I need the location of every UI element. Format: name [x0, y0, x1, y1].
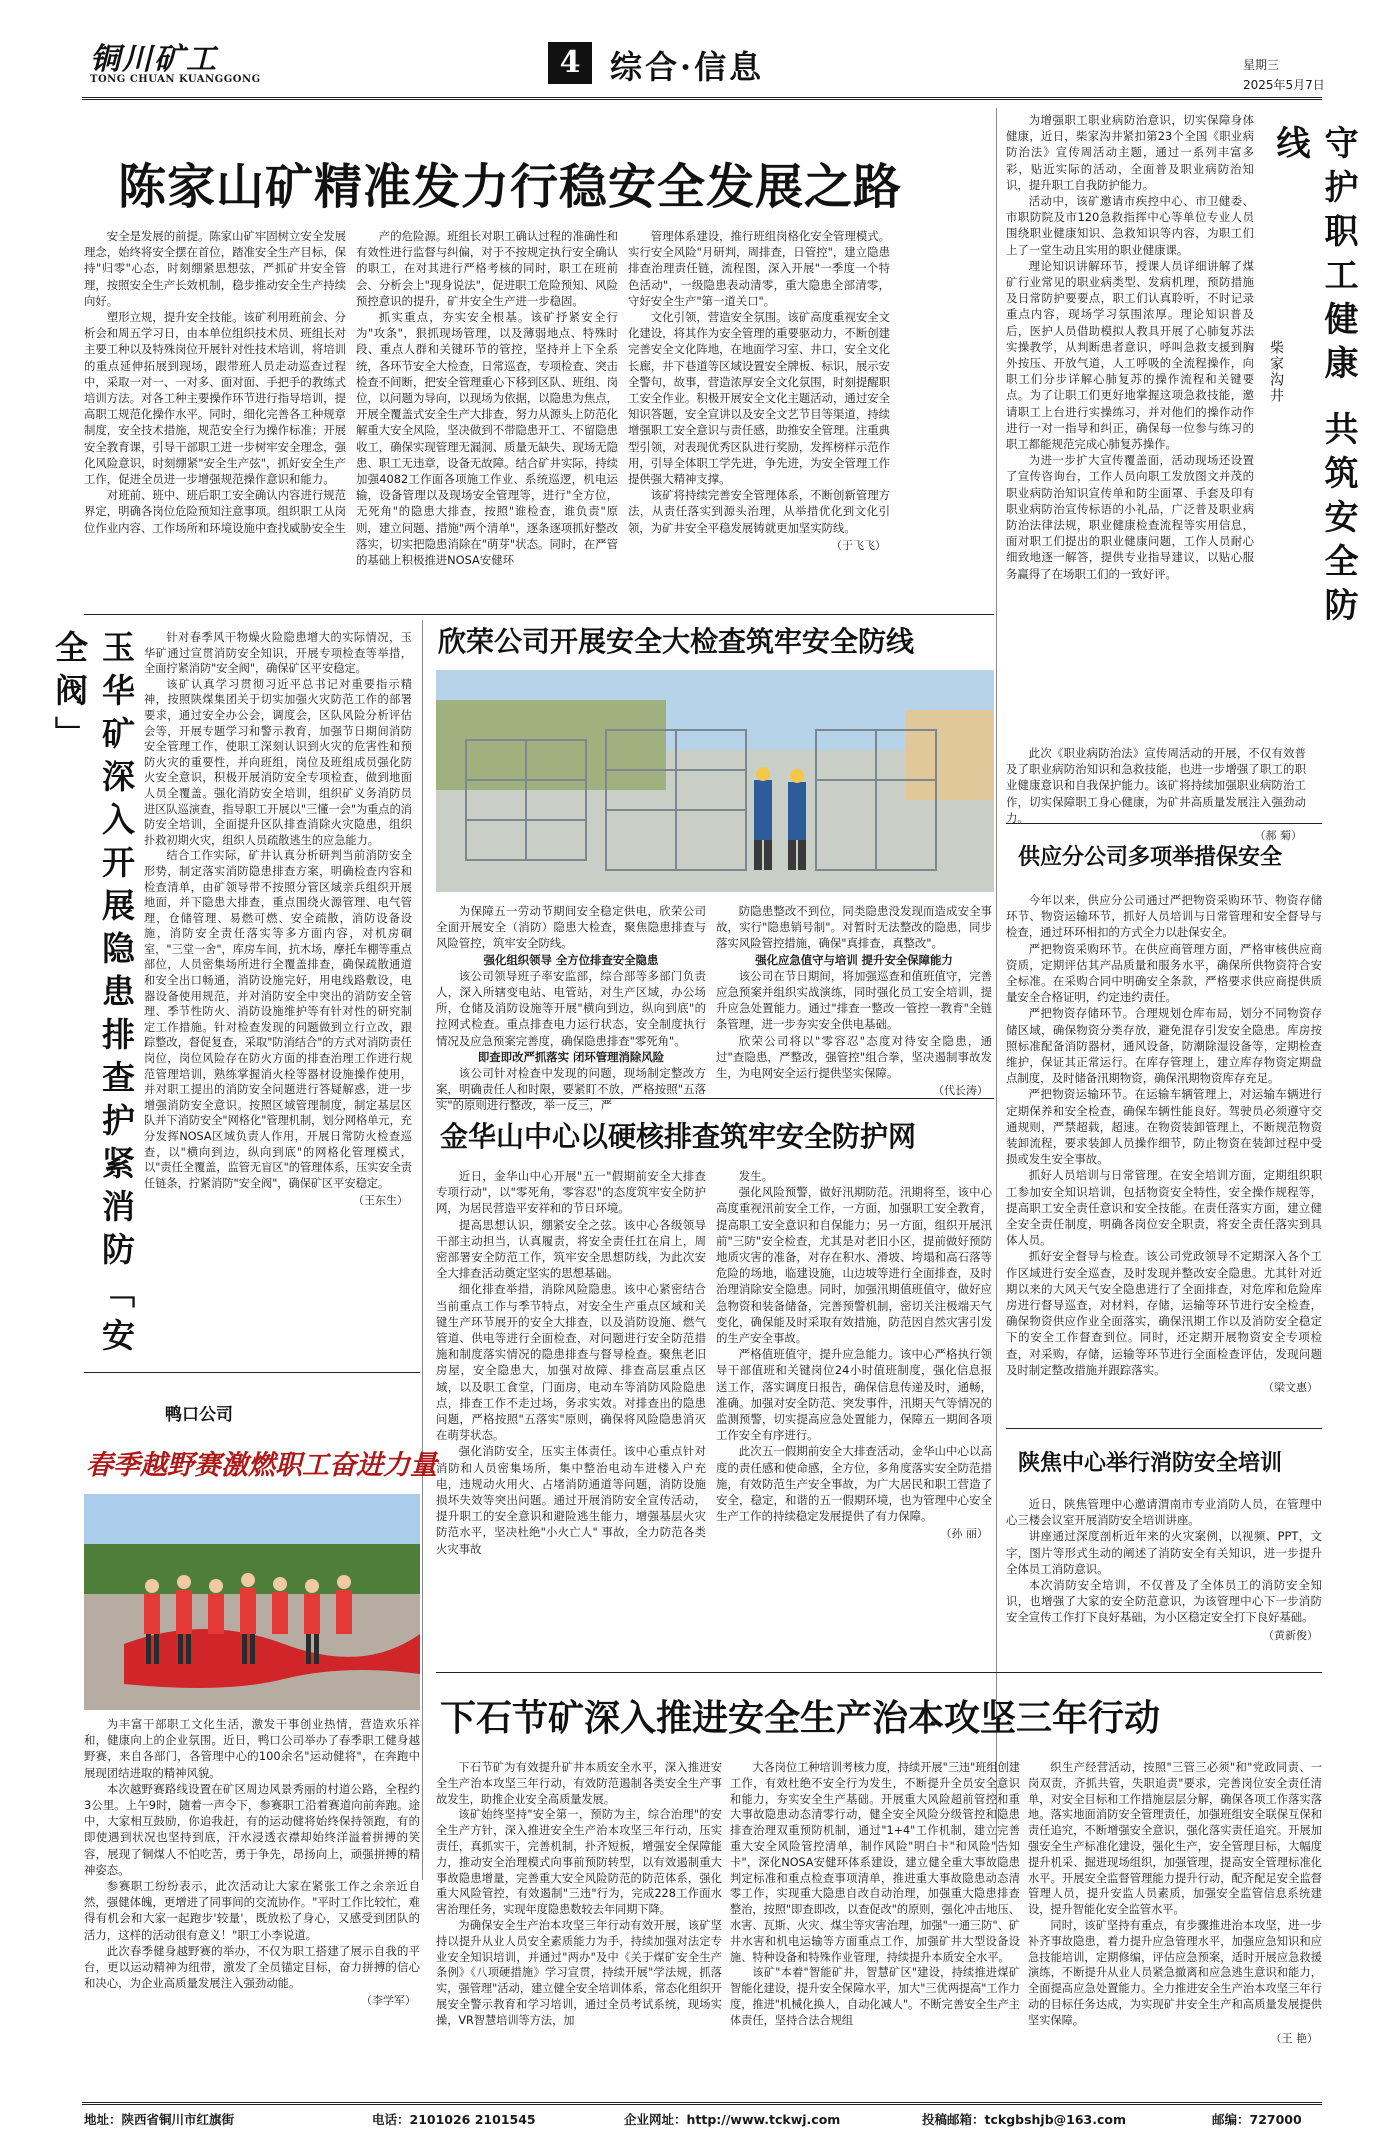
article-5-col-2: [716, 1168, 992, 1543]
paragraph: 该矿始终坚持"安全第一，预防为主，综合治理"的安全生产方针，深入推进安全生产治本攻坚三年行动，压实责任，真抓实干，完善机制，扑齐短板，增强安全保障能力，推动安全治理模式向事前预防转型，以有效遏制重大事故隐患增量，完善重大安全风险防范的防范体系，强化重大风险管控，有效遏制"三违"行为，完成228工作面水害治理任务，实现年度隐患数较去年同期下降。: [436, 1808, 722, 1917]
paragraph: 结合工作实际，矿井认真分析研判当前消防安全形势，制定落实消防隐患排查方案，明确检查内容和检查清单，由矿领导带不按照分管区域亲兵组织开展地面，并下隐患大排查，重点围绕火源管理、电气管理，仓储管理、易燃可燃、安全疏散，消防设备设施，消防安全责任落实等多方面内容，对机房硐室，"三堂一舍"，库房车间，抗木场，摩托车棚等重点部位，人员密集场所进行全覆盖排查，确保疏散通道和安全出口畅通，消防设施完好，用电线路敷设，电器设备使用规范，并对消防安全中突出的消防安全管理、季节性防火、消防设施维护等有针对性的研究制定工作措施。针对检查发现的问题做到立行立改，跟踪整改，督促复查，采取"防消结合"的方式对消防责任岗位，岗位风险存在防火方面的排查治理工作进行规范管理培训，熟练掌握消火栓等器材设施操作使用，并对职工提出的消防安全问题进行答疑解惑，进一步增强消防安全意识。按照区域管理制度，制定基层区队并下消防安全"网格化"管理机制，划分网格单元，充分发挥NOSA区域负责人作用，开展日常防火检查巡查，以"横向到边，纵向到底"的网格化管理模式，以"责任全覆盖，监管无盲区"的管理体系，压实安全责任链条，拧紧消防"安全阀"，确保矿区平安稳定。: [144, 849, 412, 1190]
footer-rule: [82, 2102, 1322, 2105]
section-title: 综合·信息: [610, 48, 765, 86]
paragraph: 防隐患整改不到位，同类隐患没发现而造成安全事故，实行"隐患销号制"。对暂时无法整改的隐患，同步落实风险管控措施，确保"真排查，真整改"。: [716, 904, 992, 951]
article-8-body: [84, 1716, 420, 2010]
substation-photo-image: [436, 670, 994, 892]
subheading: 强化组织领导 全方位排查安全隐患: [483, 952, 659, 967]
byline: （孙 丽）: [940, 1527, 988, 1541]
page-number-box: [548, 42, 592, 84]
article-6-title: 供应分公司多项举措保安全: [1018, 844, 1283, 870]
article-9-col-2: [730, 1760, 1020, 2029]
article-2-body-end: [1006, 745, 1306, 844]
masthead: [0, 0, 1379, 95]
paragraph: 对班前、班中、班后职工安全确认内容进行规范界定，明确各岗位危险预知注意事项。组织职工从岗位作业内容、工作场所和环境设施中查找威胁安全生: [84, 488, 347, 535]
paragraph: 针对春季风干物燥火险隐患增大的实际情况，玉华矿通过宣贯消防安全知识，开展专项检查等举措，全面拧紧消防"安全阀"，确保矿区平安稳定。: [144, 631, 412, 676]
byline: （代长涛）: [933, 1084, 988, 1098]
paragraph: 同时，该矿坚持有重点，有步骤推进治本攻坚，进一步补齐事故隐患，着力提升应急管理水平，加强应急知识和应急技能培训，定期修编，评估应急预案，适时开展应急救援演练，不断提升从业人员紧急撤离和应急逃生意识和能力，全面提高应急处置能力。全力推进安全生产治本攻坚三年行动的目标任务达成，为实现矿井安全生产和高质量发展提供坚实保障。: [1028, 1918, 1322, 2027]
paragraph: 今年以来，供应分公司通过严把物资采购环节、物资存储环节、物资运输环节，抓好人员培训与日常管理和安全督导与检查，通过环环相扣的方式全力以赴保安全。: [1006, 893, 1322, 940]
substation-photo: [436, 670, 994, 892]
paragraph: 产的危险源。班组长对职工确认过程的准确性和有效性进行监督与纠偏，对于不按规定执行安全确认的职工，在对其进行严格考核的同时，职工在班前会、分析会上"现身说法"，促进职工危险预知、风险预控意识的提升，矿井安全生产进一步稳固。: [356, 229, 619, 308]
paragraph: 严把物资采购环节。在供应商管理方面，严格审核供应商资质，定期评估其产品质量和服务水平，确保所供物资符合安全标准。在采购合同中明确安全条款，严格要求供应商提供质量安全合格证明，约定违约责任。: [1006, 941, 1322, 1005]
paragraph: 抓实重点，夯实安全根基。该矿抒紧安全行为"攻条"，狠抓现场管理，以及薄弱地点、特殊时段、重点人群和关键环节的管控，坚持并上下全系统，各环节安全大检查，日常巡查，专项检查、突击检查不间断，把安全管理重心下移到区队、班组、岗位，以问题为导向，以现场为依据，以隐患为焦点，开展全覆盖式安全生产大排查，努力从源头上防范化解重大安全风险，坚决做到不带隐患开工、不留隐患收工，确保实现管理无漏洞、质量无缺失、现场无隐患、职工无违章，设备无故障。结合矿井实际，持续加强4082工作面各项施工作业、系统巡逻，机电运输，设备管理以及现场安全管理等，进行"全方位，无死角"的隐患大排查，按照"谁检查，谁负责"原则，建立问题、措施"两个清单"，逐条逐项抓好整改落实，切实把隐患消除在"萌芽"状态。同时，在严管的基础上积极推进NOSA安健环: [356, 310, 618, 568]
footer-postcode: 邮编：727000: [1212, 2112, 1302, 2127]
paragraph: 提高思想认识，绷紧安全之弦。该中心各级领导干部主动担当，认真履责，将安全责任扛在肩上，周密部署安全防范工作，筑牢安全思想防线，为此次安全大排查活动奠定坚实的思想基础。: [436, 1217, 706, 1281]
paragraph: 该公司针对检查中发现的问题，现场制定整改方案，明确责任人和时限，要紧盯不放，严格按照"五落实"的原则进行整改，举一反三，严: [436, 1066, 706, 1113]
paragraph: 本次越野赛路线设置在矿区周边风景秀丽的村道公路，全程约3公里。上午9时，随着一声令下，参赛职工沿着赛道向前奔跑。途中，大家相互鼓励，你追我赶，有的运动健将始终保持领跑，有的即使遇到状况也坚持到底，汗水浸透衣襟却始终洋溢着拼搏的笑容，展现了铜煤人不怕吃苦，勇于争先，昂扬向上，顽强拼搏的精神姿态。: [84, 1781, 420, 1877]
section-rule: [84, 614, 994, 615]
subheading: 强化应急值守与培训 提升安全保障能力: [755, 952, 953, 967]
article-4-title: 欣荣公司开展安全大检查筑牢安全防线: [438, 625, 915, 658]
article-1-title: 陈家山矿精准发力行稳安全发展之路: [118, 159, 903, 215]
paragraph: 抓好人员培训与日常管理。在安全培训方面，定期组织职工参加安全知识培训，包括物资安全特性，安全操作规程等，提高职工安全责任意识和安全技能。在责任落实方面，建立健全安全责任制度，明确各岗位安全职责，将安全责任落实到具体人员。: [1006, 1168, 1322, 1248]
article-7-title: 陕焦中心举行消防安全培训: [1018, 1450, 1283, 1476]
section-rule: [1006, 823, 1322, 824]
weekday: 星期三: [1243, 58, 1280, 72]
paragraph: 为保障五一劳动节期间安全稳定供电，欣荣公司全面开展安全（消防）隐患大检查，聚焦隐患排查与风险管控，筑牢安全防线。: [436, 904, 706, 951]
article-8-unit: 鸭口公司: [165, 1405, 233, 1425]
column-rule: [422, 620, 423, 1880]
paragraph: 细化排查举措，消除风险隐患。该中心紧密结合当前重点工作与季节特点，对安全生产重点区域和关键生产环节展开的安全大排查，以及消防设施、燃气管道、供电等进行全面检查，对问题进行安全防范措施和制度落实情况的隐患排查与督导检查。聚焦老旧房屋，安全隐患大，加强对故障、排查高层重点区域，以及职工食堂，门面房，电动车等消防风险隐患点，排查工作不走过场，务求实效。对排查出的隐患问题，严格按照"五落实"原则，确保将风险隐患消灭在萌芽状态。: [436, 1282, 706, 1443]
paragraph: 下石节矿为有效提升矿井本质安全水平，深入推进安全生产治本攻坚三年行动，有效防范遏制各类安全生产事故发生，助推企业安全高质量发展。: [436, 1761, 722, 1806]
paragraph: 此次五一假期前安全大排查活动，金华山中心以高度的责任感和使命感，全方位，多角度落实安全防范措施，有效防范生产安全事故，为广大居民和职工营造了安全，稳定，和谐的五一假期环境，也为管理中心安全生产工作的持续稳定发展提供了有力保障。: [716, 1444, 992, 1524]
paragraph: 文化引领，营造安全氛围。该矿高度重视安全文化建设，将其作为安全管理的重要驱动力，不断创建完善安全文化阵地，在地面学习室、井口，安全文化长廊，井下巷道等区域设置安全牌板、标识，展示安全警句，故事，营造浓厚安全文化氛围，时刻提醒职工安全作业。积极开展安全文化主题活动，通过安全知识答题，安全宣讲以及安全文艺节目等渠道，持续增强职工安全意识与责任感，助推安全管理。注重典型引领，对表现优秀区队进行奖励，发挥榜样示范作用，引导全体职工学先进，争先进，为安全管理工作提供强大精神支撑。: [628, 310, 891, 487]
paragraph: 该矿将持续完善安全管理体系，不断创新管理方法，从责任落实到源头治理，从举措优化到文化引领，为矿井安全平稳发展铸就更加坚实防线。: [628, 488, 891, 535]
footer-website[interactable]: 企业网址：http://www.tckwj.com: [624, 2112, 841, 2127]
paragraph: 安全是发展的前提。陈家山矿牢固树立安全发展理念，始终将安全摆在首位，踏准安全生产目标，保持"归零"心态，时刻绷紧思想弦，严抓矿井安全管理，按照安全生产长效机制，稳步推动安全生产持续向好。: [84, 229, 347, 308]
paragraph: 该矿认真学习贯彻习近平总书记对重要指示精神，按照陕煤集团关于切实加强火灾防范工作的部署要求，通过安全办公会，调度会，区队风险分析评估会等，开展专题学习和警示教育，加强节日期间消防安全管理工作，使职工深刻认识到火灾的危害性和预防火灾的重要性，并向班组，岗位及班组成员强化防火安全意识，积极开展消防安全专项检查，做到地面人员全覆盖。强化消防安全培训，组织矿义务消防员进区队巡演查，指导职工开展以"三懂一会"为重点的消防安全培训，全面提升区队排查消除火灾隐患，组织扑救初期火灾，组织人员疏散逃生的应急能力。: [144, 677, 412, 847]
paragraph: 为进一步扩大宣传覆盖面，活动现场还设置了宣传咨询台，工作人员向职工发放图文并茂的职业病防治知识宣传单和防尘面罩、手套及印有职业病防治宣传标语的小礼品，广泛普及职业病防治法律法规，职业健康检查流程等实用信息，面对职工们提出的职业健康问题，工作人员耐心细致地逐一解答，提供专业指导建议，以贴心服务赢得了在场职工们的一致好评。: [1006, 453, 1254, 581]
paragraph: 本次消防安全培训，不仅普及了全体员工的消防安全知识，也增强了大家的安全防范意识，为该管理中心下一步消防安全宣传工作打下良好基础，为小区稳定安全打下良好基础。: [1006, 1578, 1322, 1625]
paragraph: 该矿"本着"智能矿井，智慧矿区"建设，持续推进煤矿智能化建设，提升安全保障水平，加大"三优两提高"工作力度，推进"机械化换人，自动化减人"。不断完善安全生产主体责任，坚持合法合规组: [730, 1966, 1020, 2027]
section-rule: [84, 1372, 420, 1373]
paragraph: 该公司领导班子率安监部，综合部等多部门负责人，深入所辖变电站、电管站，对生产区域，办公场所，仓储及消防设施等开展"横向到边，纵向到底"的拉网式检查。重点排查电力运行状态，安全制度执行情况及应急预案完善度，确保隐患排查"零死角"。: [436, 968, 706, 1048]
paragraph: 管理体系建设，推行班组岗格化安全管理模式。实行安全风险"月研判，周排查，日管控"，建立隐患排查治理责任链，流程图，深入开展"一季度一个特色活动"，一级隐患表动清零，重大隐患全部清零，守好安全生产"第一道关口"。: [628, 229, 891, 308]
paragraph: 织生产经营活动，按照"三管三必须"和"党政同责、一岗双责，齐抓共管，失职追责"要求，完善岗位安全责任清单，对安全目标和工作措施层层分解，确保各项工作落实落地。落实地面消防安全管理责任，加强班组安全联保互保和责任追究，不断增强安全意识，强化落实责任追究。开展加强安全生产标准化建设，强化生产，安全管理目标，大幅度提升机采、掘进现场组织，加强管理，提高安全管理标准化水平。开展安全监督管理能力提升行动，配齐配足安全监督管理人员，提升安监人员素质，加强安全监管信息系统建设，提升智能化安全监管水平。: [1028, 1761, 1322, 1917]
article-1-col-1: [84, 228, 346, 608]
article-9-title: 下石节矿深入推进安全生产治本攻坚三年行动: [440, 1697, 1161, 1739]
paragraph: 强化风险预警，做好汛期防范。汛期将至，该中心高度重视汛前安全工作，一方面，加强职工安全教育，提高职工安全意识和自保能力；另一方面，组织开展汛前"三防"安全检查，尤其是对老旧小区，提前做好预防地质灾害的准备，对存在积水、滑坡、垮塌和高石落等危险的场地，临建设施，山边坡等进行全面排查，及时治理消除安全隐患。同时，加强汛期值班值守，做好应急物资和装备储备，完善预警机制，密切关注极端天气变化，确保能及时采取有效措施，防范因自然灾害引发的生产安全事故。: [716, 1185, 992, 1346]
paragraph: 此次《职业病防治法》宣传周活动的开展，不仅有效普及了职业病防治知识和急救技能，也进一步增强了职工的职业健康意识和自我保护能力。该矿将持续加强职业病防治工作，切实保障职工身心健康，为矿井高质量发展注入强劲动力。: [1006, 746, 1306, 825]
footer: [84, 2110, 1322, 2134]
paragraph: 严把物资存储环节。合理规划仓库布局，划分不同物资存储区域，确保物资分类存放，避免混存引发安全隐患。库房按照标准配备消防器材，通风设备，防潮除湿设备等，定期检查维护，保证其正常运行。在库存管理上，建立库存物资定期盘点制度，及时储备汛期物资，确保汛期物资库存充足。: [1006, 1006, 1322, 1086]
paragraph: 该公司在节日期间，将加强巡查和值班值守，完善应急预案并组织实战演练，同时强化员工安全培训，提升应急处置能力。通过"排查一整改一管控一教育"全链条管理，进一步夯实安全供电基础。: [716, 968, 992, 1032]
footer-address: 地址：陕西省铜川市红旗街: [84, 2112, 235, 2127]
byline: （王东生）: [353, 1194, 408, 1208]
paragraph: 抓好安全督导与检查。该公司党政领导不定期深入各个工作区域进行安全巡查，及时发现并整改安全隐患。尤其针对近期以来的大风天气安全隐患进行了全面排查，对危库和危险库房进行督导巡查，对材料，存储，运输等环节进行安全检查，确保物资供应作业全面落实，确保汛期工作以及消防安全稳定下的安全工作督查到位。同时，还定期开展物资安全专项检查，对采购，存储，运输等环节进行全面检查评估，发现问题及时制定整改措施并跟踪落实。: [1006, 1249, 1322, 1377]
footer-phone: 电话：2101026 2101545: [372, 2112, 536, 2127]
article-3-body: [144, 630, 412, 1350]
page-number: 4: [559, 45, 581, 80]
paragraph: 严格值班值守，提升应急能力。该中心严格执行领导干部值班和关键岗位24小时值班制度，强化信息报送工作，落实调度日报告，确保信息传递及时，通畅，准确。加强对安全防范、突发事件，汛期天气等情况的监测预警，切实提高应急处置能力，保障五一期间各项工作安全有序进行。: [716, 1347, 992, 1443]
article-2-title: 守护职工健康 共筑安全防线: [1270, 125, 1358, 631]
section-rule: [1006, 1428, 1322, 1429]
paragraph: 近日，陕焦管理中心邀请渭南市专业消防人员，在管理中心三楼会议室开展消防安全培训讲座。: [1006, 1497, 1322, 1528]
section-rule: [436, 1672, 1322, 1673]
article-1-col-2: [356, 228, 618, 608]
paragraph: 强化消防安全，压实主体责任。该中心重点针对消防和人员密集场所，集中整治电动车进楼入户充电，违规动火用火、占堵消防通道等问题，消防设施损坏失效等突出问题。通过开展消防安全宣传活动，提升职工的安全意识和避险逃生能力，增强基层火灾防范水平，坚决杜绝"小火亡人" 事故，全力防范各类火灾事故: [436, 1444, 706, 1556]
article-9-col-1: [436, 1760, 722, 2029]
paragraph: 欣荣公司将以"零容忍"态度对待安全隐患，通过"查隐患，严整改，强管控"组合拳，坚决遏制事故发生，为电网安全运行提供坚实保障。: [716, 1033, 992, 1081]
subheading: 即查即改严抓落实 闭环管理消除风险: [477, 1049, 665, 1064]
paragraph: 为确保安全生产治本攻坚三年行动有效开展，该矿坚持以提升从业人员安全素质能力为手，持续加强对法定专业安全知识培训，并通过"两办"及中《关于煤矿安全生产条例》《八项硬措施》学习宣贯，持续开展"学法规，抓落实，强管理"活动，建立健全安全培训体系，常态化组织开展安全警示教育和学习培训，通过全员考试系统，现场实操，VR智慧培训等方法，加: [436, 1918, 722, 2027]
masthead-rule: [82, 97, 1322, 100]
byline: （于飞飞）: [831, 538, 886, 552]
issue-date: 2025年5月7日: [1243, 78, 1325, 92]
article-4-col-2: [716, 903, 992, 1099]
paragraph: 活动中，该矿邀请市疾控中心、市卫健委、市职防院及市120急救指挥中心等单位专业人员围绕职业健康知识、急救知识等内容，为职工们上了一堂生动且实用的职业健康课。: [1006, 194, 1254, 257]
article-9-col-3: [1028, 1760, 1322, 2046]
section-rule: [436, 1098, 994, 1099]
paragraph: 为丰富干部职工文化生活，激发干事创业热情，营造欢乐祥和，健康向上的企业氛围。近日，鸭口公司举办了春季职工健身越野赛，来自各部门，各管理中心的100余名"运动健将"，在奔跑中展现团结进取的精神风貌。: [84, 1717, 420, 1780]
byline: （梁文惠）: [1263, 1381, 1318, 1395]
paragraph: 理论知识讲解环节，授课人员详细讲解了煤矿行业常见的职业病类型、发病机理，预防措施及日常防护要要点，职工们认真聆听，不时记录重点内容，现场学习氛围浓厚。理论知识普及后，医护人员借助模拟人教具开展了心肺复苏法实操教学，从判断患者意识，呼叫急救支援到胸外按压、开放气道，人工呼吸的全流程操作，向职工们分步详解心肺复苏的操作流程和关键要点。为了让职工们更好地掌握这项急救技能，邀请职工上台进行实操练习，并对他们的操作动作进行一对一指导和纠正，确保每一位参与练习的职工都能规范完成心肺复苏操作。: [1006, 258, 1254, 452]
paragraph: 近日，金华山中心开展"五一"假期前安全大排查专项行动"，以"零死角，零容忍"的态度筑牢安全防护网，为居民营造平安祥和的节日环境。: [436, 1169, 706, 1216]
byline: （李学军）: [361, 1994, 416, 2008]
newspaper-logo-en: TONG CHUAN KUANGGONG: [90, 74, 261, 85]
paragraph: 发生。: [738, 1169, 773, 1183]
article-1-col-3: [628, 228, 890, 608]
article-7-body: [1006, 1496, 1322, 1644]
article-3-title: 玉华矿深入开展隐患排查护紧消防「安全阀」: [50, 630, 136, 1361]
byline: （王 艳）: [1270, 2031, 1318, 2045]
article-2-unit: 柴家沟井: [1268, 340, 1284, 404]
paragraph: 塑形立规，提升安全技能。该矿利用班前会、分析会和周五学习日，由本单位组织技术员、班组长对主要工种以及特殊岗位开展针对性技术培训，将培训的重点延伸拓展到现场，跟带班人员走动巡查过程中，采取一对一、一对多、面对面、手把手的教练式培训方法。对各工种主要操作环节进行指导培训，提高职工规范化操作水平。同时，细化完善各工种规章制度，安全技术措施，规范安全行为操作标准；开展安全教育课，引导干部职工进一步树牢安全理念，强化风险意识，时刻绷紧"安全生产弦"，抓好安全生产工作，促进全员进一步增强规范操作意识和能力。: [84, 310, 347, 487]
paragraph: 参赛职工纷纷表示，此次活动让大家在紧张工作之余亲近自然，强健体魄，更增进了同事间的交流协作。"平时工作比较忙，难得有机会和大家一起跑步'较量'，既放松了身心，又感受到团队的活力，这样的活动很有意义！"职工小李说道。: [84, 1879, 420, 1942]
article-5-col-1: [436, 1168, 706, 1557]
article-8-title: 春季越野赛激燃职工奋进力量: [86, 1450, 437, 1481]
article-4-col-1: [436, 903, 706, 1114]
paragraph: 为增强职工职业病防治意识，切实保障身体健康，近日，柴家沟井紧扣第23个全国《职业病防治法》宣传周活动主题，通过一系列丰富多彩，贴近实际的活动，全面普及职业病防治知识，提升职工自我防护能力。: [1006, 113, 1254, 192]
article-5-title: 金华山中心以硬核排查筑牢安全防护网: [440, 1120, 917, 1153]
paragraph: 大各岗位工种培训考核力度，持续开展"三违"班组创建工作，有效杜绝不安全行为发生，不断提升全员安全意识和能力，夯实安全生产基础。开展重大风险超前管控和重大事故隐患动态清零行动，健全安全风险分级管控和隐患排查治理双重预防机制，通过"1+4"工作机制，建立完善重大安全风险管控清单，制作风险"明白卡"和风险"告知卡"，深化NOSA安健环体系建设，建立健全重大事故隐患判定标准和重点检查事项清单，推进重大事故隐患动态清零工作，实现重大隐患自改自动治理，加强重大隐患排查整治，按照"即查即改，以查促改"的原则，强化冲击地压、水害、瓦斯、火灾、煤尘等灾害治理，加强"一通三防"、矿井水害和机电运输等方面重点工作，加强矿井大型设备设施、特种设备和特殊作业管理，持续提升本质安全水平。: [730, 1761, 1020, 1964]
footer-email[interactable]: 投稿邮箱：tckgbshjb@163.com: [922, 2112, 1127, 2127]
paragraph: 此次春季健身越野赛的举办，不仅为职工搭建了展示自我的平台，更以运动精神为纽带，激发了全员锚定目标，奋力拼搏的信心和决心，为企业高质量发展注入强劲动能。: [84, 1943, 420, 1991]
byline: （黄新俊）: [1263, 1628, 1318, 1642]
article-2-body: [1006, 112, 1254, 752]
byline: （郝 菊）: [1254, 829, 1302, 843]
running-race-photo-image: [84, 1494, 420, 1710]
paragraph: 严把物资运输环节。在运输车辆管理上，对运输车辆进行定期保养和安全检查，确保车辆性能良好。驾驶员必须遵守交通规则，严禁超载，超速。在物资装卸管理上，不断规范物资装卸流程，要求装卸人员操作细节，防止物资在装卸过程中受损或发生安全事故。: [1006, 1087, 1322, 1167]
paragraph: 讲座通过深度剖析近年来的火灾案例，以视频、PPT，文字，图片等形式生动的阐述了消防安全有关知识，进一步提升全体员工消防意识。: [1006, 1529, 1322, 1576]
newspaper-logo: 铜川矿工: [90, 42, 218, 77]
article-6-body: [1006, 892, 1322, 1396]
running-race-photo: [84, 1494, 420, 1710]
